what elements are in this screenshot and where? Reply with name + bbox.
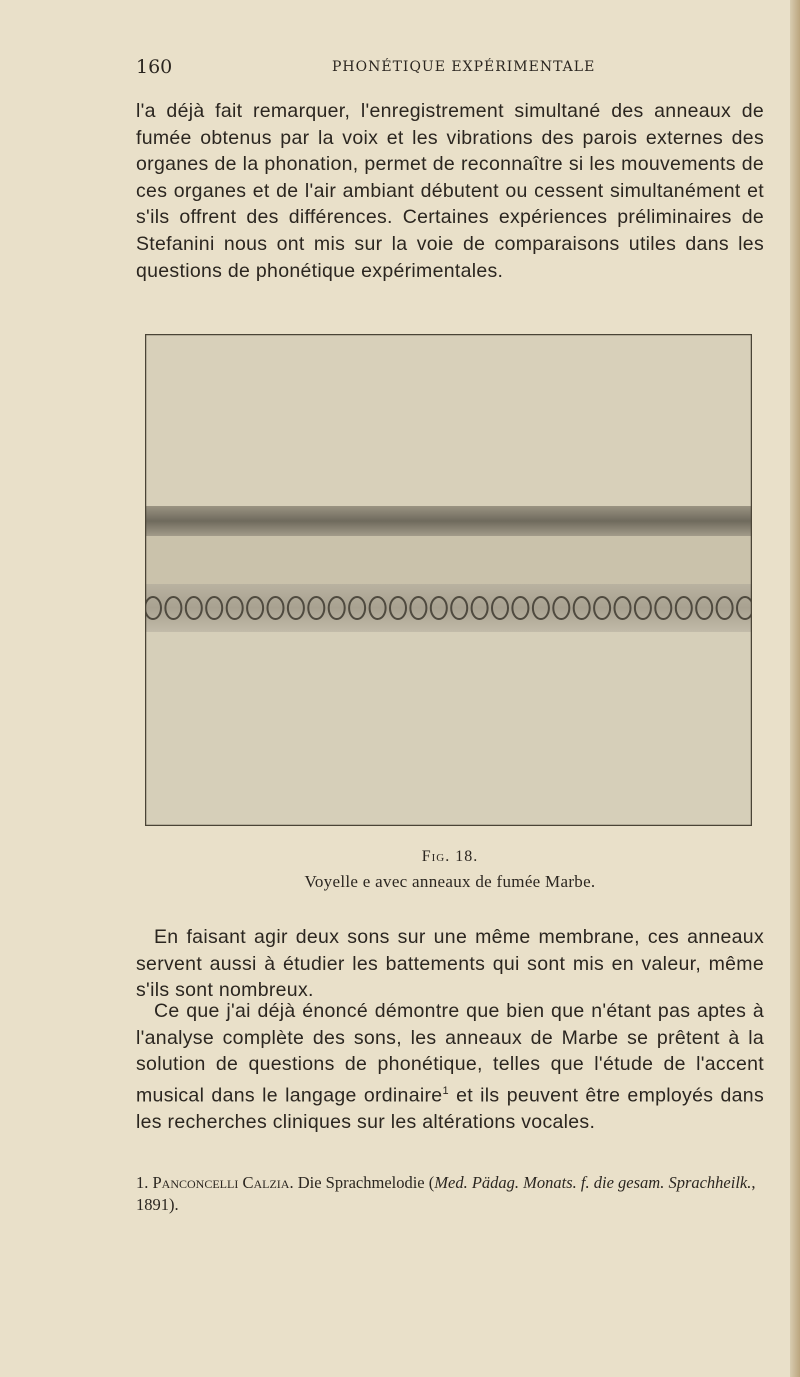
plate-upper-field [145,334,752,506]
paragraph-2: En faisant agir deux sons sur une même membrane, ces anneaux servent aussi à étudier les battements qui sont mis en valeur, même s'ils sont nombreux. [136,926,764,1002]
plate-lower-field [145,632,752,826]
footnote [136,1172,764,1216]
page-edge-shadow [790,0,800,1377]
figure-caption: Voyelle e avec anneaux de fumée Marbe. [304,872,596,891]
footnote-title: Die Sprachmelodie ( [293,1173,435,1192]
paragraph-3-text-a: Ce que j'ai déjà énoncé démontre que bien que n'étant pas aptes à l'analyse complète des sons, les anneaux de Marbe se prêtent à la solution de questions de phonétique, telles que l'étude de l'accent musical dans le langage ordinaire [136,1000,764,1107]
paragraph-3 [136,998,764,1135]
running-title: PHONÉTIQUE EXPÉRIMENTALE [332,59,596,75]
page-header [136,56,756,80]
footnote-journal: Med. Pädag. Monats. f. die gesam. Sprachheilk. [434,1173,752,1192]
page-number: 160 [136,56,173,78]
figure-18-image [145,334,752,826]
footnote-authors: Panconcelli Calzia. [152,1173,294,1192]
paragraph-1: l'a déjà fait remarquer, l'enregistrement simultané des anneaux de fumée obtenus par la voix et les vibrations des parois externes des organes de la phonation, permet de reconnaître si les mouvements de ces organes et de l'air ambiant débutent ou cessent simultanément et s'ils offrent des différences. Certaines expériences préliminaires de Stefanini nous ont mis sur la voie de comparaisons utiles dans les questions de phonétique expérimentales. [136,100,764,282]
plate-dark-band [145,506,752,536]
smoke-rings-plate [145,334,752,826]
figure-label-text: Fig. 18. [421,848,479,865]
footnote-number: 1. [136,1173,149,1192]
plate-ring-band [145,584,752,632]
figure-label [136,848,764,866]
footnote-reference: 1 [442,1084,449,1097]
plate-mid-field [145,536,752,584]
footnote-tail: , 1891). [136,1173,756,1214]
paragraph-3-text-b: et ils peuvent être employés dans les recherches cliniques sur les altérations vocales. [136,1084,764,1133]
